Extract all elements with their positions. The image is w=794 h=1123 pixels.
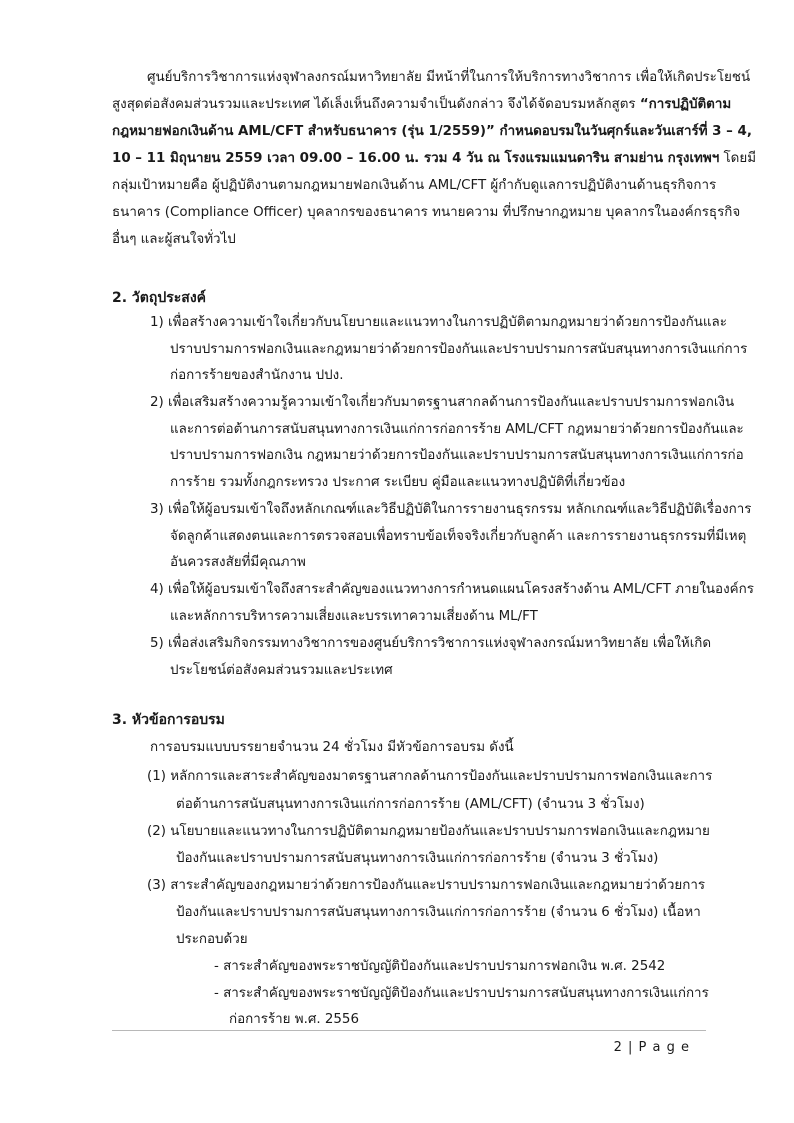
section-2-heading: 2. วัตถุประสงค์	[112, 290, 207, 306]
intro-line-1: ศูนย์บริการวิชาการแห่งจุฬาลงกรณ์มหาวิทยาลัย มีหน้าที่ในการให้บริการทางวิชาการ เพื่อให้เกิดประโยชน์	[147, 70, 751, 85]
section-3-intro: การอบรมแบบบรรยายจำนวน 24 ชั่วโมง มีหัวข้อการอบรม ดังนี้	[150, 740, 514, 755]
objective-2-line-2: และการต่อต้านการสนับสนุนทางการเงินแก่การก่อการร้าย AML/CFT กฎหมายว่าด้วยการป้องกันและ	[170, 422, 744, 437]
topic-3-line-1: (3) สาระสำคัญของกฎหมายว่าด้วยการป้องกันและปราบปรามการฟอกเงินและกฎหมายว่าด้วยการ	[147, 878, 706, 893]
intro-line-6: ธนาคาร (Compliance Officer) บุคลากรของธนาคาร ทนายความ ที่ปรึกษากฎหมาย บุคลากรในองค์กรธุรกิจ	[112, 205, 741, 220]
schedule-venue: 10 – 11 มิถุนายน 2559 เวลา 09.00 – 16.00 น. รวม 4 วัน ณ โรงแรมแมนดาริน สามย่าน กรุงเทพฯ	[112, 151, 720, 166]
objective-1-line-3: ก่อการร้ายของสำนักงาน ปปง.	[170, 368, 344, 383]
objective-4-line-2: และหลักการบริหารความเสี่ยงและบรรเทาความเสี่ยงด้าน ML/FT	[170, 609, 538, 624]
topic-3-line-3: ประกอบด้วย	[176, 932, 248, 947]
objective-2-line-1: 2) เพื่อเสริมสร้างความรู้ความเข้าใจเกี่ยวกับมาตรฐานสากลด้านการป้องกันและปราบปรามการฟอกเงิน	[150, 395, 735, 410]
objective-4-line-1: 4) เพื่อให้ผู้อบรมเข้าใจถึงสาระสำคัญของแนวทางการกำหนดแผนโครงสร้างด้าน AML/CFT ภายในองค์กร	[150, 582, 754, 597]
objective-3-line-3: อันควรสงสัยที่มีคุณภาพ	[170, 555, 306, 570]
section-3-heading: 3. หัวข้อการอบรม	[112, 712, 225, 728]
intro-line-4-tail: โดยมี	[719, 151, 757, 166]
course-title-start: “การปฏิบัติตาม	[639, 97, 732, 112]
intro-line-5: กลุ่มเป้าหมายคือ ผู้ปฏิบัติงานตามกฎหมายฟอกเงินด้าน AML/CFT ผู้กำกับดูแลการปฏิบัติงานด้านธุรกิจการ	[112, 178, 717, 193]
topic-2-line-1: (2) นโยบายและแนวทางในการปฏิบัติตามกฎหมายป้องกันและปราบปรามการฟอกเงินและกฎหมาย	[147, 824, 710, 839]
topic-1-line-2: ต่อต้านการสนับสนุนทางการเงินแก่การก่อการร้าย (AML/CFT) (จำนวน 3 ชั่วโมง)	[176, 797, 645, 812]
topic-2-line-2: ป้องกันและปราบปรามการสนับสนุนทางการเงินแก่การก่อการร้าย (จำนวน 3 ชั่วโมง)	[176, 851, 659, 866]
page-number: 2 | P a g e	[613, 1040, 690, 1055]
topic-3-bullet-2-line-2: ก่อการร้าย พ.ศ. 2556	[229, 1012, 359, 1027]
objective-3-line-1: 3) เพื่อให้ผู้อบรมเข้าใจถึงหลักเกณฑ์และวิธีปฏิบัติในการรายงานธุรกรรม หลักเกณฑ์และวิธีปฏิบัติเรื่องการ	[150, 502, 752, 517]
objective-2-line-4: การร้าย รวมทั้งกฎกระทรวง ประกาศ ระเบียบ คู่มือและแนวทางปฏิบัติที่เกี่ยวข้อง	[170, 475, 626, 490]
objective-3-line-2: จัดลูกค้าแสดงตนและการตรวจสอบเพื่อทราบข้อเท็จจริงเกี่ยวกับลูกค้า และการรายงานธุรกรรมที่มีเหตุ	[170, 529, 747, 544]
topic-1-line-1: (1) หลักการและสาระสำคัญของมาตรฐานสากลด้านการป้องกันและปราบปรามการฟอกเงินและการ	[147, 769, 713, 784]
objective-2-line-3: ปราบปรามการฟอกเงิน กฎหมายว่าด้วยการป้องกันและปราบปรามการสนับสนุนทางการเงินแก่การก่อ	[170, 448, 744, 463]
objective-5-line-1: 5) เพื่อส่งเสริมกิจกรรมทางวิชาการของศูนย์บริการวิชาการแห่งจุฬาลงกรณ์มหาวิทยาลัย เพื่อให้เกิด	[150, 636, 712, 651]
course-title-line: กฎหมายฟอกเงินด้าน AML/CFT สำหรับธนาคาร (รุ่น 1/2559)” กำหนดอบรมในวันศุกร์และวันเสาร์ที่ 3 – 4,	[112, 124, 752, 139]
footer-rule	[112, 1030, 706, 1031]
topic-3-bullet-1: - สาระสำคัญของพระราชบัญญัติป้องกันและปราบปรามการฟอกเงิน พ.ศ. 2542	[214, 959, 666, 974]
topic-3-bullet-2-line-1: - สาระสำคัญของพระราชบัญญัติป้องกันและปราบปรามการสนับสนุนทางการเงินแก่การ	[214, 986, 709, 1001]
intro-line-4	[112, 149, 756, 169]
objective-1-line-2: ปราบปรามการฟอกเงินและกฎหมายว่าด้วยการป้องกันและปราบปรามการสนับสนุนทางการเงินแก่การ	[170, 342, 748, 357]
objective-5-line-2: ประโยชน์ต่อสังคมส่วนรวมและประเทศ	[170, 663, 393, 678]
intro-line-2-text: สูงสุดต่อสังคมส่วนรวมและประเทศ ได้เล็งเห็นถึงความจำเป็นดังกล่าว จึงได้จัดอบรมหลักสูตร	[112, 97, 640, 112]
topic-3-line-2: ป้องกันและปราบปรามการสนับสนุนทางการเงินแก่การก่อการร้าย (จำนวน 6 ชั่วโมง) เนื้อหา	[176, 905, 701, 920]
intro-line-7: อื่นๆ และผู้สนใจทั่วไป	[112, 232, 236, 247]
objective-1-line-1: 1) เพื่อสร้างความเข้าใจเกี่ยวกับนโยบายและแนวทางในการปฏิบัติตามกฎหมายว่าด้วยการป้องกันและ	[150, 315, 727, 330]
intro-line-2	[112, 95, 731, 115]
